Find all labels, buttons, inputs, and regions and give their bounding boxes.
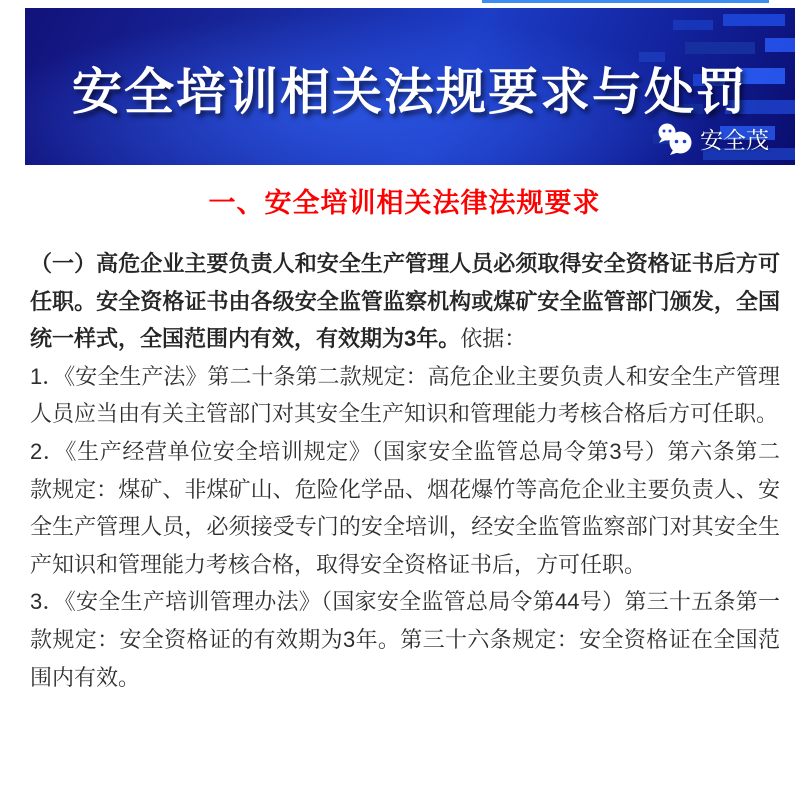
paragraph-intro-regular: 依据：: [460, 326, 527, 352]
article-body: [30, 245, 780, 696]
banner-title: 安全培训相关法规要求与处罚: [72, 64, 748, 120]
section-heading: 一、安全培训相关法律法规要求: [208, 188, 601, 218]
banner-pattern-block: [723, 14, 785, 26]
brand-badge: [656, 122, 769, 155]
paragraph-item-3: 3．《安全生产培训管理办法》（国家安全监管总局令第44号）第三十五条第一款规定：安全资格证的有效期为3年。第三十六条规定：安全资格证在全国范围内有效。: [30, 589, 780, 690]
top-accent-line: [482, 0, 769, 3]
banner: [25, 8, 795, 165]
wechat-icon: [656, 122, 693, 155]
paragraph-item-2: 2．《生产经营单位安全培训规定》（国家安全监管总局令第3号）第六条第二款规定：煤矿、非煤矿山、危险化学品、烟花爆竹等高危企业主要负责人、安全生产管理人员，必须接受专门的安全培训，经安全监管监察部门对其安全生产知识和管理能力考核合格，取得安全资格证书后，方可任职。: [30, 438, 780, 577]
banner-pattern-block: [673, 20, 713, 30]
paragraph-intro-bold: （一）高危企业主要负责人和安全生产管理人员必须取得安全资格证书后方可任职。安全资格证书由各级安全监管监察机构或煤矿安全监管部门颁发，全国统一样式，全国范围内有效，有效期为3年。: [30, 251, 780, 352]
banner-pattern-block: [765, 38, 795, 52]
brand-name: 安全茂: [700, 127, 769, 153]
paragraph-item-1: 1．《安全生产法》第二十条第二款规定：高危企业主要负责人和安全生产管理人员应当由有关主管部门对其安全生产知识和管理能力考核合格后方可任职。: [30, 363, 780, 427]
paragraph-intro: [30, 245, 780, 358]
